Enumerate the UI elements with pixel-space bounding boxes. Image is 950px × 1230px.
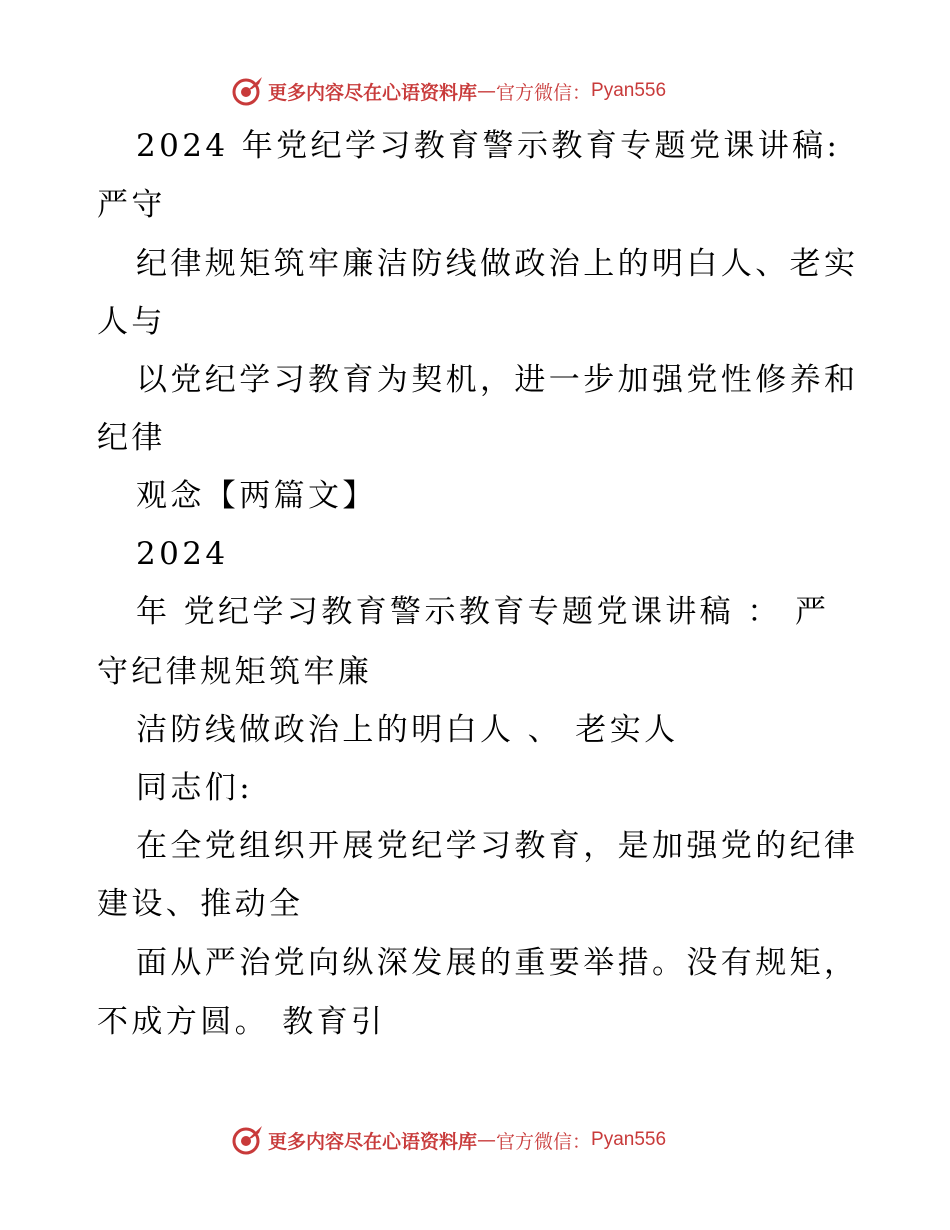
watermark-wechat-label: 官方微信： <box>496 1130 592 1153</box>
text-line: 纪律 <box>97 420 166 456</box>
quill-logo-icon <box>232 1124 264 1156</box>
text-line: 人与 <box>97 304 166 340</box>
watermark-separator: — <box>477 1129 497 1151</box>
watermark-text: 更多内容尽在心语资料库 <box>268 81 478 104</box>
text-line: 以党纪学习教育为契机，进一步加强党性修养和 <box>136 362 859 398</box>
text-line: 守纪律规矩筑牢廉 <box>97 654 373 690</box>
text-line: 在全党组织开展党纪学习教育，是加强党的纪律 <box>136 828 859 864</box>
text-line: 面从严治党向纵深发展的重要举措。没有规矩， <box>136 945 859 981</box>
watermark-wechat-id: Pyan556 <box>591 80 667 101</box>
watermark-wechat-id: Pyan556 <box>591 1129 667 1150</box>
watermark-wechat-label: 官方微信： <box>496 81 592 104</box>
footer-watermark <box>232 1122 732 1158</box>
text-line: 2024 <box>136 536 229 572</box>
text-line: 2024 年党纪学习教育警示教育专题党课讲稿: <box>136 128 841 164</box>
text-line: 同志们: <box>136 770 254 806</box>
watermark-separator: — <box>477 80 497 102</box>
text-line: 建设、推动全 <box>97 886 304 922</box>
text-line: 纪律规矩筑牢廉洁防线做政治上的明白人、老实 <box>136 246 859 282</box>
watermark-text: 更多内容尽在心语资料库 <box>268 1130 478 1153</box>
text-line: 不成方圆。 教育引 <box>97 1004 386 1040</box>
text-line: 洁防线做政治上的明白人 、 老实人 <box>136 712 679 748</box>
text-line: 严守 <box>97 187 166 223</box>
text-line: 观念【两篇文】 <box>136 478 377 514</box>
text-line: 年 党纪学习教育警示教育专题党课讲稿 ： 严 <box>136 594 830 630</box>
quill-logo-icon <box>232 75 264 107</box>
header-watermark <box>232 73 732 109</box>
